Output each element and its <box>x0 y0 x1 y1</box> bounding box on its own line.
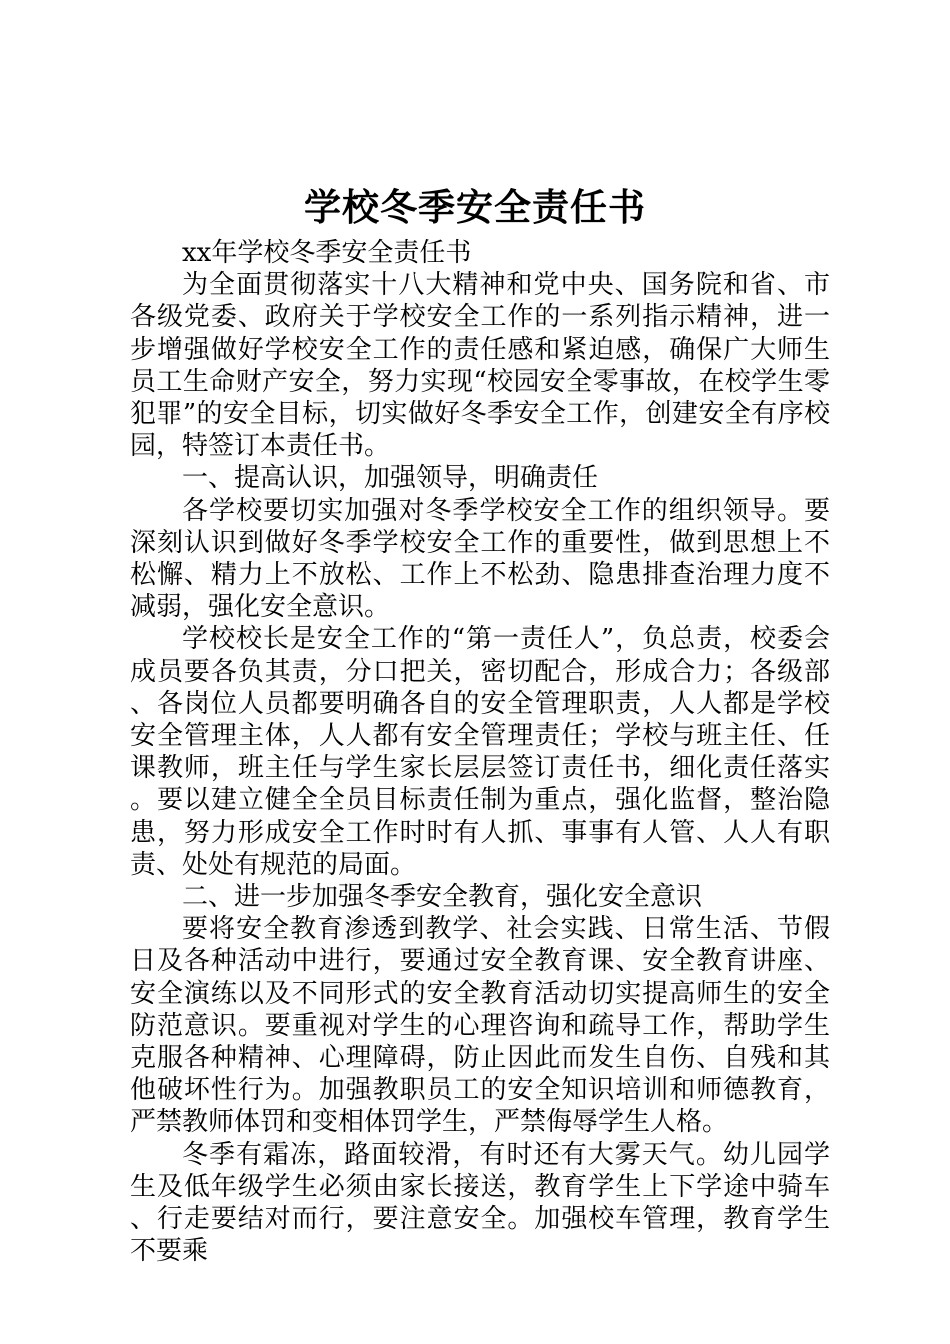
document-title: 学校冬季安全责任书 <box>304 185 646 229</box>
section-heading-1: 一、提高认识，加强领导，明确责任 <box>182 463 599 494</box>
body-paragraph: 冬季有霜冻，路面较滑，有时还有大雾天气。幼儿园学生及低年级学生必须由家长接送，教育学生上下学途中骑车、行走要结对而行，要注意安全。加强校车管理，教育学生不要乘 <box>130 1139 830 1267</box>
section-heading-2: 二、进一步加强冬季安全教育，强化安全意识 <box>182 882 703 913</box>
intro-paragraph: 为全面贯彻落实十八大精神和党中央、国务院和省、市各级党委、政府关于学校安全工作的一系列指示精神，进一步增强做好学校安全工作的责任感和紧迫感，确保广大师生员工生命财产安全，努力实现“校园安全零事故，在校学生零犯罪”的安全目标，切实做好冬季安全工作，创建安全有序校园，特签订本责任书。 <box>130 270 830 462</box>
subtitle-paragraph: xx年学校冬季安全责任书 <box>182 238 472 268</box>
body-paragraph: 各学校要切实加强对冬季学校安全工作的组织领导。要深刻认识到做好冬季学校安全工作的重要性，做到思想上不松懈、精力上不放松、工作上不松劲、隐患排查治理力度不减弱，强化安全意识。 <box>130 495 830 623</box>
body-paragraph: 学校校长是安全工作的“第一责任人”，负总责，校委会成员要各负其责，分口把关，密切配合，形成合力；各级部、各岗位人员都要明确各自的安全管理职责，人人都是学校安全管理主体，人人都有安全管理责任；学校与班主任、任课教师，班主任与学生家长层层签订责任书，细化责任落实。要以建立健全全员目标责任制为重点，强化监督，整治隐患，努力形成安全工作时时有人抓、事事有人管、人人有职责、处处有规范的局面。 <box>130 624 830 880</box>
document-body <box>130 237 830 1268</box>
body-paragraph: 要将安全教育渗透到教学、社会实践、日常生活、节假日及各种活动中进行，要通过安全教育课、安全教育讲座、安全演练以及不同形式的安全教育活动切实提高师生的安全防范意识。要重视对学生的心理咨询和疏导工作，帮助学生克服各种精神、心理障碍，防止因此而发生自伤、自残和其他破坏性行为。加强教职员工的安全知识培训和师德教育，严禁教师体罚和变相体罚学生，严禁侮辱学生人格。 <box>130 914 830 1138</box>
